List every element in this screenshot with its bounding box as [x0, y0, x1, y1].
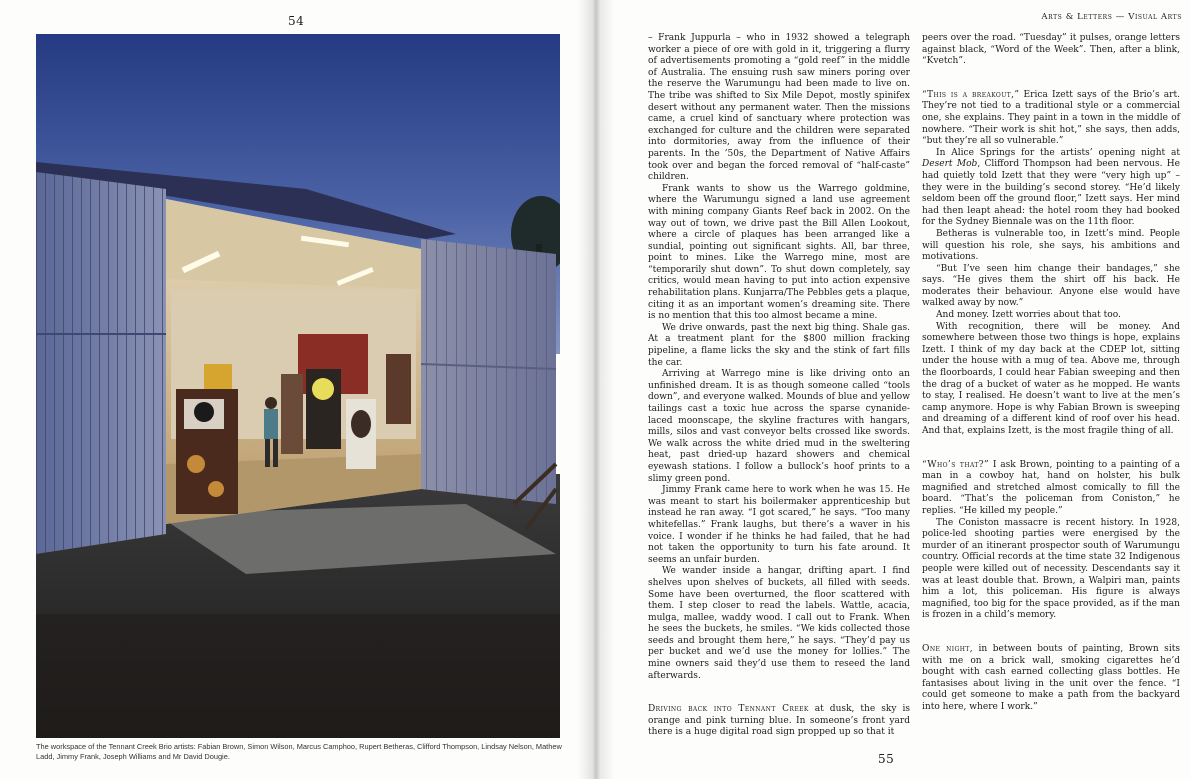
section-lead: Driving back into Tennant Creek [648, 704, 809, 715]
section-paragraph [922, 90, 1180, 148]
paragraph: peers over the road. “Tuesday” it pulses, orange letters against black, “Word of the Week”. Then, after a blink, “Kvetch”. [922, 33, 1180, 67]
text-column-1 [648, 33, 910, 739]
paragraph: “But I’ve seen him change their bandages,” she says. “He gives them the shirt off his back. He moderates their behaviour. Anyone else would have walked away by now.” [922, 263, 1180, 309]
photo-hangar-workspace [36, 34, 560, 738]
section-lead: One night, [922, 643, 974, 654]
text-column-2 [922, 33, 1180, 713]
photo-illustration [36, 34, 560, 738]
section-paragraph [922, 644, 1180, 714]
paragraph: Betheras is vulnerable too, in Izett’s mind. People will question his role, she says, his ambitions and motivations. [922, 228, 1180, 263]
paragraph-text: Erica Izett says of the Brio’s art. They’re not tied to a traditional style or a commercial one, she explains. They paint in a town in the middle of nowhere. “Their work is shit hot,” she says, then adds, “but they’re all so vulnerable.” [922, 89, 1180, 147]
paragraph-text: in between bouts of painting, Brown sits with me on a brick wall, smoking cigarettes he’d bought with cash earned collecting glass bottles. He fantasises about living in the unit over the fence. “I could get someone to make a path from the backyard into here, where I work.” [922, 643, 1180, 712]
photo-caption: The workspace of the Tennant Creek Brio artists: Fabian Brown, Simon Wilson, Marcus Camphoo, Rupert Betheras, Clifford Thompson, Lindsay Nelson, Mathew Ladd, Jimmy Frank, Joseph Williams and Mr David Dougie. [36, 742, 562, 761]
paragraph: With recognition, there will be money. And somewhere between those two things is hope, explains Izett. I think of my day back at the CDEP lot, sitting under the house with a mug of tea. Above me, through the floorboards, I could hear Fabian sweeping and then the drag of a bucket of water as he mopped. He wants to stay, I realised. He doesn’t want to live at the men’s camp anymore. Hope is why Fabian Brown is sweeping and dreaming of a different kind of roof over his head. And that, explains Izett, is the most fragile thing of all. [922, 321, 1180, 436]
section-lead: “This is a breakout,” [922, 89, 1020, 100]
page-number-left: 54 [288, 14, 305, 28]
paragraph: Jimmy Frank came here to work when he was 15. He was meant to start his boilermaker apprenticeship but instead he ran away. “I got scared,” he says. “Too many whitefellas.” Frank laughs, but there’s a waver in his voice. I wonder if he thinks he had failed, that he had not taken the opportunity to turn his fate around. It seems an unfair burden. [648, 485, 910, 565]
paragraph: Arriving at Warrego mine is like driving onto an unfinished dream. It is as though someone called “tools down”, and everyone walked. Mounds of blue and yellow tailings cast a toxic hue across the sparse cynanide-laced moonscape, the skyline fractures with hangars, mills, silos and vast conveyor belts crossed like swords. We walk across the white dried mud in the sweltering heat, past dried-up hazard showers and chemical eyewash stations. I follow a bullock’s hoof prints to a slimy green pond. [648, 369, 910, 484]
paragraph: The Coniston massacre is recent history. In 1928, police-led shooting parties were energised by the murder of an itinerant prospector south of Warumungu country. Official records at the time state 32 Indigenous people were killed out of necessity. Descendants say it was at least double that. Brown, a Walpiri man, paints him a lot, this policeman. His figure is always magnified, too big for the space provided, as if the man is frozen in a child’s memory. [922, 517, 1180, 621]
paragraph-text: In Alice Springs for the artists’ opening night at [936, 147, 1180, 158]
paragraph-text: , Clifford Thompson had been nervous. He had quietly told Izett that they were “very high up” – they were in the building’s second storey. “He’d likely seldom been off the ground floor,” Izett says. Her mind had then leapt ahead: the hotel room they had booked for the Sydney Biennale was on the 11th floor. [922, 159, 1180, 228]
paragraph-text: at dusk, the sky is orange and pink turning blue. In someone’s front yard there is a huge digital road sign propped up so that it [648, 704, 910, 738]
right-page [596, 0, 1190, 779]
paragraph [922, 148, 1180, 229]
section-paragraph [922, 460, 1180, 518]
page-number-right: 55 [878, 752, 895, 766]
running-head: Arts & Letters — Visual Arts [1041, 12, 1182, 22]
paragraph-text: I ask Brown, pointing to a painting of a man in a cowboy hat, hand on holster, his bulk magnified and stretched almost comically to fill the board. “That’s the policeman from Coniston,” he replies. “He killed my people.” [922, 459, 1180, 516]
event-name: Desert Mob [922, 159, 978, 170]
paragraph: We wander inside a hangar, drifting apart. I find shelves upon shelves of buckets, all filled with seeds. Some have been overturned, the floor scattered with them. I step closer to read the labels. Wattle, acacia, mulga, mallee, waddy wood. I call out to Frank. When he sees the buckets, he smiles. “We kids collected those seeds and brought them here,” he says. “They’d pay us per bucket and we’d use the money for lollies.” The mine owners said they’d use them to reseed the land afterwards. [648, 566, 910, 681]
paragraph: – Frank Juppurla – who in 1932 showed a telegraph worker a piece of ore with gold in it, triggering a flurry of advertisements promoting a “gold reef” in the middle of Australia. The ensuing rush saw miners poring over the reserve the Warumungu had been made to live on. The tribe was shifted to Six Mile Depot, mostly spinifex desert without any permanent water. Then the missions came, a cruel kind of sanctuary where protection was exchanged for culture and the children were separated into dormitories, away from the influence of their parents. In the ’50s, the Department of Native Affairs took over and began the forced removal of “half-caste” children. [648, 33, 910, 183]
paragraph: And money. Izett worries about that too. [936, 310, 1121, 321]
paragraph: We drive onwards, past the next big thing. Shale gas. At a treatment plant for the $800 million fracking pipeline, a flame licks the sky and the stink of fart fills the car. [648, 322, 910, 368]
section-lead: “Who’s that?” [922, 459, 990, 470]
paragraph: Frank wants to show us the Warrego goldmine, where the Warumungu signed a land use agreement with mining company Giants Reef back in 2002. On the way out of town, we drive past the Bill Allen Lookout, where a circle of plaques has been arranged like a sundial, pointing out significant sights. All, bar three, point to mines. Like the Warrego mine, most are “temporarily shut down”. To shut down completely, say critics, would mean having to put into action expensive rehabilitation plans. Kunjarra/The Pebbles gets a plaque, citing it as an important women’s dreaming site. There is no mention that this too almost became a mine. [648, 183, 910, 322]
section-paragraph [648, 704, 910, 739]
